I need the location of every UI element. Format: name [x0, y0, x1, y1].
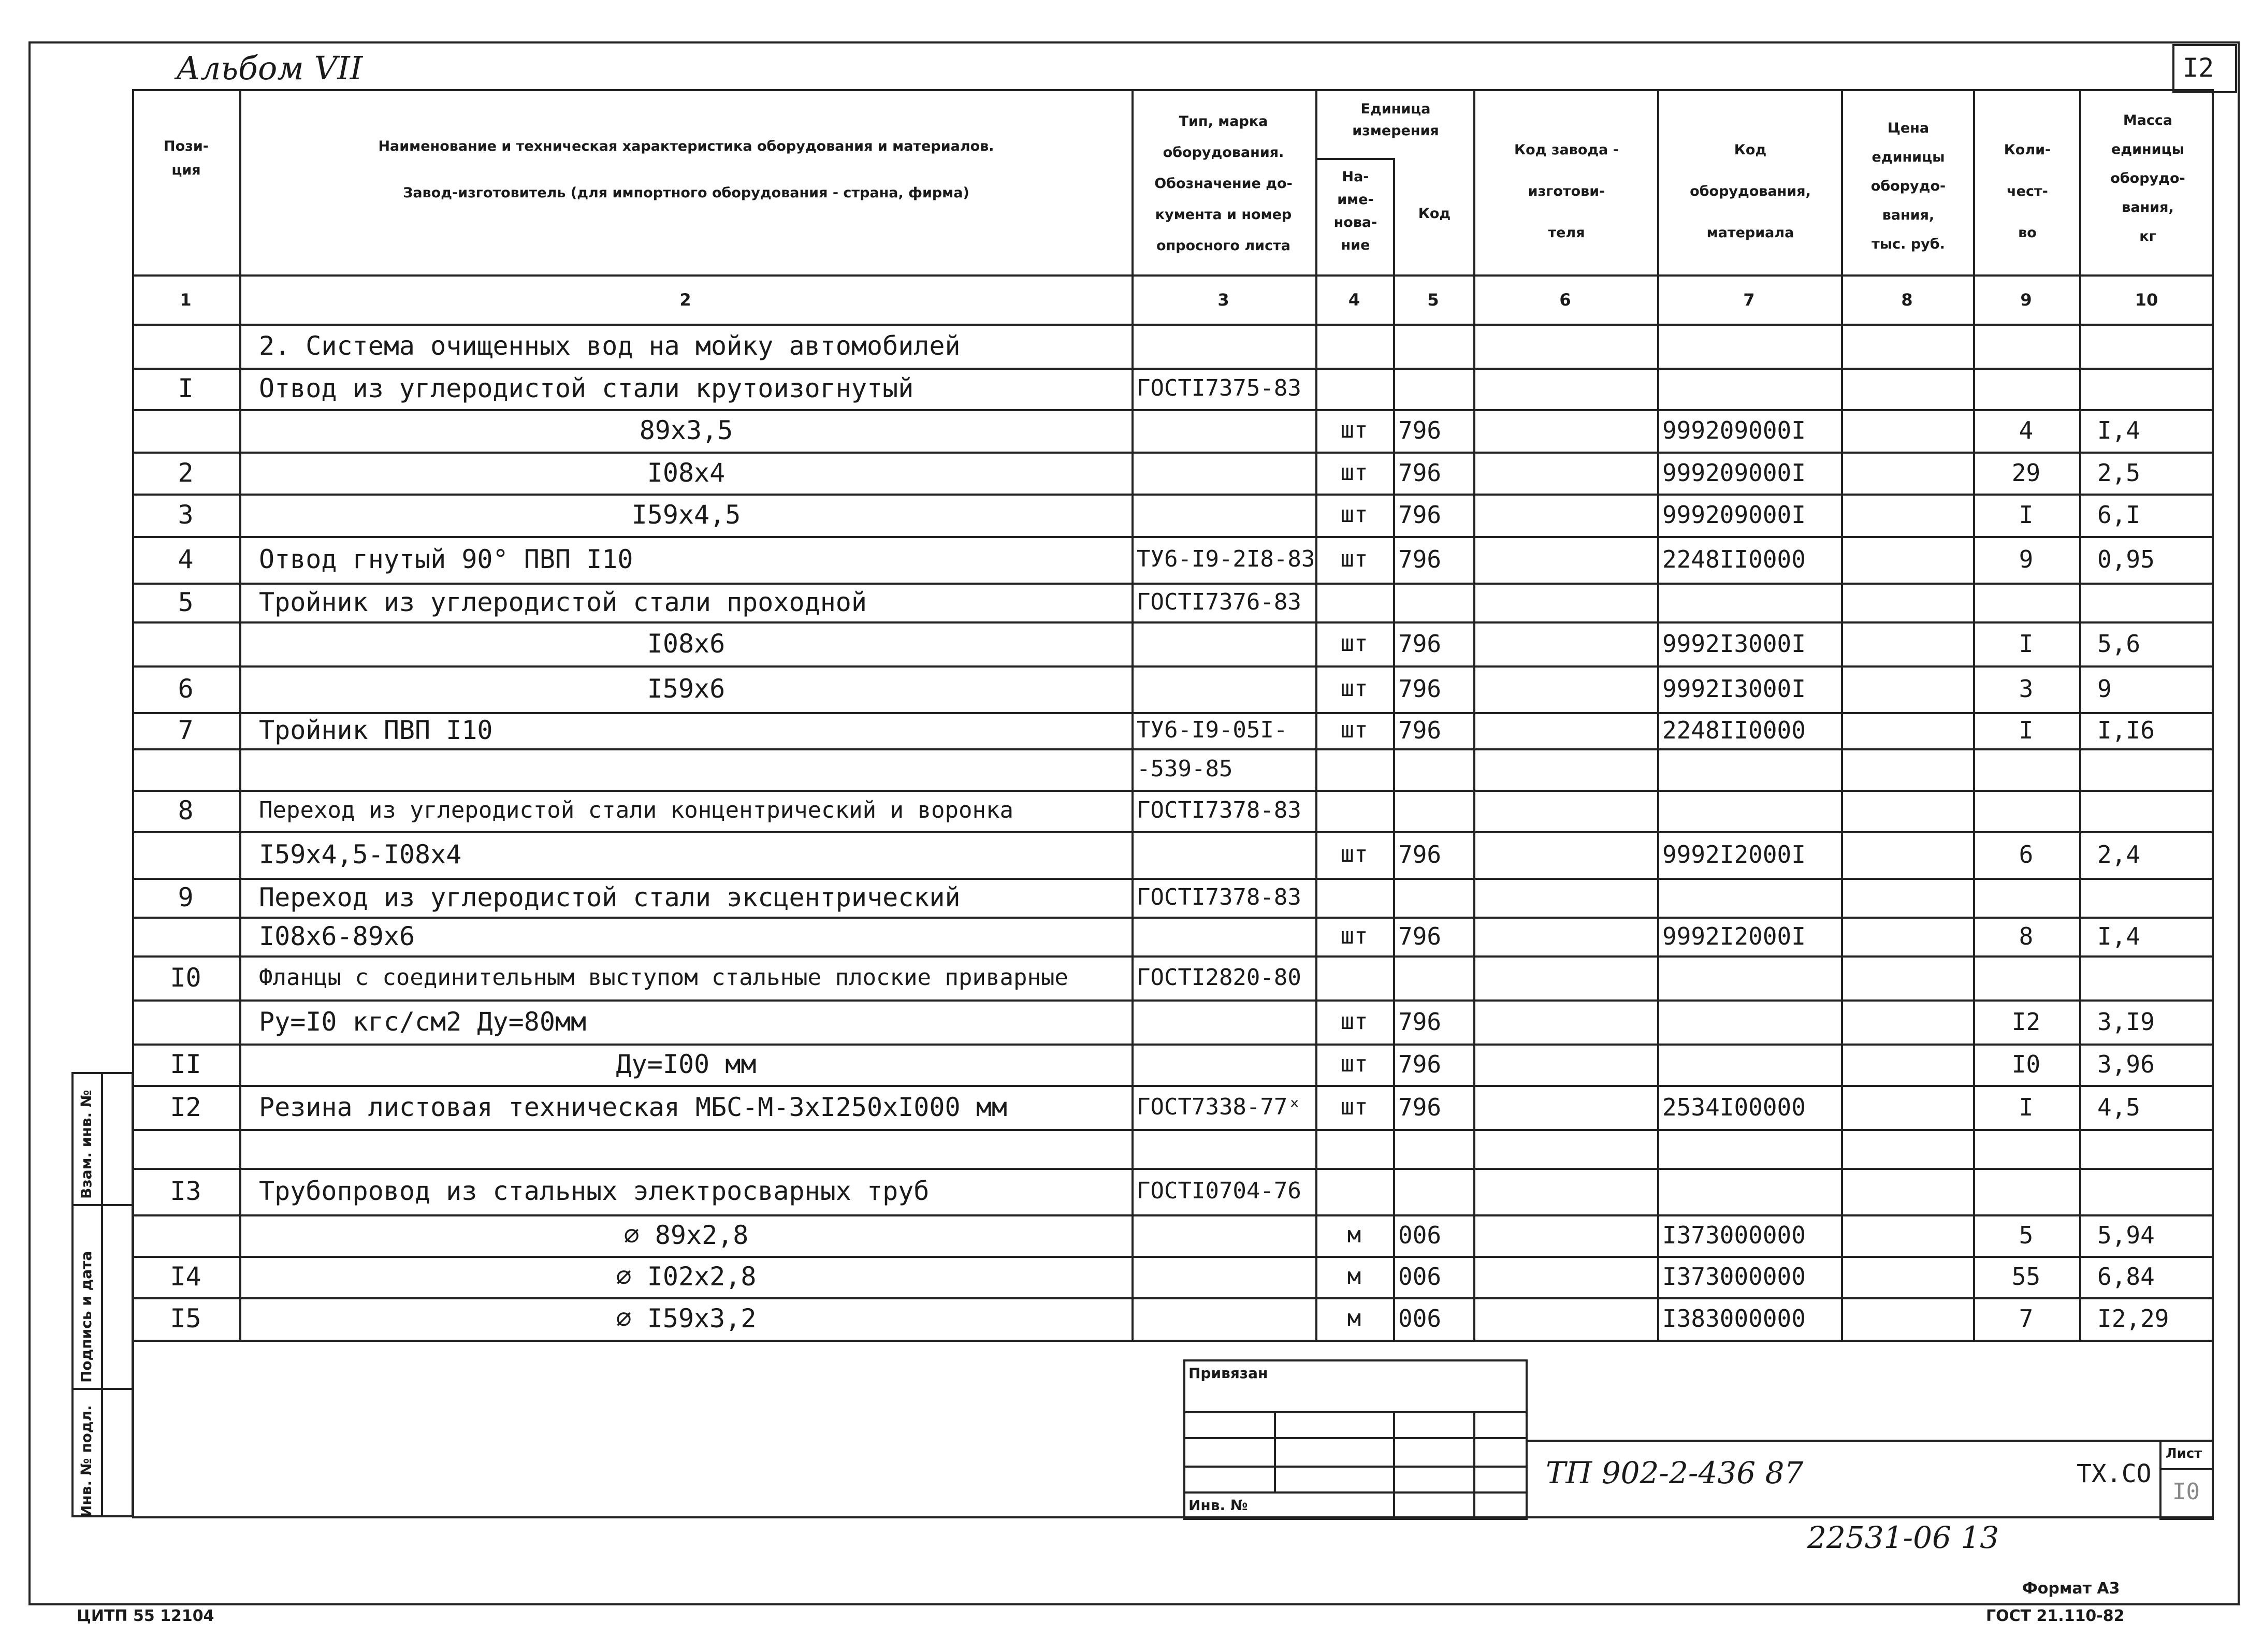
unit-code-cell: 006 [1398, 1305, 1442, 1332]
row-divider [132, 621, 2214, 624]
quantity-cell: 8 [2019, 922, 2034, 950]
name-cell: Отвод из углеродистой стали крутоизогнутый [259, 373, 914, 403]
col-number: 4 [1348, 290, 1360, 310]
col-number: 5 [1427, 290, 1439, 310]
position-cell: I3 [170, 1176, 201, 1206]
document-cell: ГОСТI0704-76 [1137, 1178, 1301, 1204]
row-divider [132, 452, 2214, 454]
quantity-cell: 9 [2019, 545, 2034, 573]
name-cell: ⌀ I02x2,8 [616, 1262, 757, 1292]
mass-cell: I,4 [2097, 416, 2141, 444]
mass-cell: 5,6 [2097, 629, 2141, 658]
name-cell: Переход из углеродистой стали эксцентрический [259, 882, 961, 912]
position-cell: 7 [178, 715, 194, 745]
document-cell: ГОСТI7378-83 [1137, 797, 1301, 823]
position-cell: 9 [178, 882, 194, 912]
unit-code-cell: 796 [1398, 841, 1442, 868]
row-divider [132, 409, 2214, 411]
header-unit-name: На- име- нова- ние [1333, 169, 1377, 253]
name-cell: I59x4,5 [631, 500, 741, 530]
unit-cell: м [1347, 1305, 1361, 1331]
name-cell: I08x6-89x6 [259, 921, 415, 951]
unit-code-cell: 796 [1398, 1007, 1442, 1036]
gost-label: ГОСТ 21.110-82 [1986, 1607, 2125, 1625]
position-cell: 5 [178, 587, 194, 617]
equipment-code-cell: 2534I00000 [1662, 1093, 1806, 1121]
name-cell: ⌀ 89x2,8 [623, 1220, 749, 1250]
unit-cell: шт [1340, 630, 1368, 657]
position-cell: I0 [170, 962, 201, 993]
mass-cell: 6,84 [2097, 1263, 2155, 1291]
format-label: Формат А3 [2022, 1579, 2120, 1598]
row-divider [132, 999, 2214, 1002]
quantity-cell: I [2019, 501, 2034, 529]
header-name-b: Завод-изготовитель (для импортного оборудования - страна, фирма) [403, 185, 969, 201]
stamp-privyazan-label: Привязан [1188, 1365, 1268, 1382]
row-divider [132, 748, 2214, 750]
header-quantity: Коли- чест- во [2004, 142, 2051, 241]
quantity-cell: I [2019, 1093, 2034, 1121]
equipment-code-cell: 9992I3000I [1662, 629, 1806, 658]
name-cell: I59x6 [647, 674, 726, 704]
header-unit-code: Код [1418, 206, 1451, 222]
quantity-cell: 5 [2019, 1221, 2034, 1249]
position-cell: 4 [178, 544, 194, 574]
position-cell: I2 [170, 1092, 201, 1122]
unit-cell: шт [1340, 717, 1368, 743]
row-divider [132, 1085, 2214, 1087]
name-cell: Резина листовая техническая МБС-М-3xI250xI000 мм [259, 1092, 1007, 1122]
unit-code-cell: 796 [1398, 1093, 1442, 1121]
tx-code: ТХ.СО [2077, 1459, 2152, 1488]
stamp-privyazan [1183, 1359, 1528, 1520]
stamp-inv-label: Инв. № [1188, 1497, 1248, 1514]
name-cell: 2. Система очищенных вод на мойку автомобилей [259, 330, 961, 361]
col-number: 1 [180, 290, 192, 310]
mass-cell: 3,I9 [2097, 1007, 2155, 1036]
position-cell: II [170, 1049, 201, 1079]
unit-code-cell: 796 [1398, 922, 1442, 950]
row-divider [132, 1214, 2214, 1216]
unit-cell: м [1347, 1222, 1361, 1248]
row-divider [132, 878, 2214, 880]
unit-cell: м [1347, 1263, 1361, 1289]
quantity-cell: 29 [2011, 458, 2041, 487]
header-unit: Единица измерения [1352, 101, 1439, 139]
unit-cell: шт [1340, 675, 1368, 702]
document-cell: ТУ6-I9-05I- [1137, 717, 1288, 743]
quantity-cell: I [2019, 716, 2034, 744]
album-title: Альбом VII [176, 49, 363, 87]
mass-cell: I,4 [2097, 922, 2141, 950]
header-equipment-code: Код оборудования, материала [1690, 142, 1811, 241]
unit-code-cell: 006 [1398, 1263, 1442, 1291]
row-divider [132, 1256, 2214, 1258]
header-position: Пози- ция [164, 138, 209, 178]
document-cell: ГОСТI7378-83 [1137, 883, 1301, 910]
unit-cell: шт [1340, 1051, 1368, 1077]
quantity-cell: I [2019, 629, 2034, 658]
quantity-cell: 7 [2019, 1305, 2034, 1332]
bottom-left-code: ЦИТП 55 12104 [77, 1607, 214, 1625]
document-cell: ТУ6-I9-2I8-83 [1137, 546, 1315, 572]
quantity-cell: I2 [2011, 1007, 2041, 1036]
position-cell: I [178, 373, 194, 403]
name-cell: Переход из углеродистой стали концентрический и воронка [259, 797, 1013, 823]
name-cell: Отвод гнутый 90° ПВП I10 [259, 544, 633, 574]
row-divider [132, 583, 2214, 585]
header-mass: Масса единицы оборудо- вания, кг [2110, 112, 2185, 244]
name-cell: Фланцы с соединительным выступом стальные плоские приварные [259, 964, 1068, 991]
name-cell: Трубопровод из стальных электросварных труб [259, 1176, 930, 1206]
document-cell: ГОСТI7376-83 [1137, 588, 1301, 615]
position-cell: 3 [178, 500, 194, 530]
unit-code-cell: 796 [1398, 416, 1442, 444]
mass-cell: 6,I [2097, 501, 2141, 529]
name-cell: 89x3,5 [639, 415, 733, 445]
mass-cell: 2,4 [2097, 841, 2141, 868]
col-number: 7 [1743, 290, 1755, 310]
equipment-code-cell: 999209000I [1662, 416, 1806, 444]
document-cell: ГОСТI7375-83 [1137, 375, 1301, 401]
unit-code-cell: 796 [1398, 545, 1442, 573]
row-divider [132, 368, 2214, 370]
row-divider [132, 712, 2214, 714]
unit-cell: шт [1340, 1008, 1368, 1035]
unit-code-cell: 796 [1398, 458, 1442, 487]
row-divider [132, 494, 2214, 496]
equipment-code-cell: 9992I3000I [1662, 675, 1806, 703]
name-cell: Тройник из углеродистой стали проходной [259, 587, 867, 617]
unit-cell: шт [1340, 501, 1368, 528]
header-price: Цена единицы оборудо- вания, тыс. руб. [1870, 120, 1946, 252]
row-divider [132, 831, 2214, 833]
unit-code-cell: 796 [1398, 629, 1442, 658]
col-number: 3 [1217, 290, 1229, 310]
mass-cell: I,I6 [2097, 716, 2155, 744]
equipment-code-cell: 9992I2000I [1662, 922, 1806, 950]
unit-code-cell: 796 [1398, 716, 1442, 744]
quantity-cell: 6 [2019, 841, 2034, 868]
name-cell: I08x4 [647, 457, 726, 488]
doc-code: ТП 902-2-436 87 [1546, 1455, 1804, 1490]
col-number: 10 [2135, 290, 2158, 310]
equipment-code-cell: 9992I2000I [1662, 841, 1806, 868]
unit-cell: шт [1340, 922, 1368, 949]
col-number: 6 [1559, 290, 1571, 310]
row-divider [132, 1044, 2214, 1046]
name-cell: Ду=I00 мм [616, 1049, 757, 1079]
mass-cell: I2,29 [2097, 1305, 2169, 1332]
header-name-a: Наименование и техническая характеристика оборудования и материалов. [378, 138, 994, 154]
side-label-vzam: Взам. инв. № [78, 1090, 95, 1199]
document-cell: -539-85 [1137, 756, 1233, 782]
position-cell: I4 [170, 1262, 201, 1292]
name-cell: I59x4,5-I08x4 [259, 839, 462, 870]
mass-cell: 9 [2097, 675, 2112, 703]
equipment-code-cell: 999209000I [1662, 458, 1806, 487]
unit-cell: шт [1340, 546, 1368, 572]
unit-cell: шт [1340, 459, 1368, 486]
unit-cell: шт [1340, 1093, 1368, 1120]
document-cell: ГОСТ7338-77ˣ [1137, 1093, 1301, 1120]
col-number: 9 [2020, 290, 2032, 310]
equipment-code-cell: I373000000 [1662, 1263, 1806, 1291]
sheet-label: Лист [2166, 1446, 2202, 1461]
row-divider [132, 536, 2214, 538]
header-factory-code: Код завода - изготови- теля [1514, 142, 1619, 241]
quantity-cell: I0 [2011, 1050, 2041, 1078]
row-divider [132, 790, 2214, 792]
unit-cell: шт [1340, 417, 1368, 443]
quantity-cell: 55 [2011, 1263, 2041, 1291]
equipment-code-cell: I383000000 [1662, 1305, 1806, 1332]
mass-cell: 0,95 [2097, 545, 2155, 573]
name-cell: I08x6 [647, 628, 726, 659]
quantity-cell: 3 [2019, 675, 2034, 703]
handwritten-number: 22531-06 13 [1807, 1520, 1999, 1555]
row-divider [132, 1168, 2214, 1170]
row-divider [132, 955, 2214, 958]
mass-cell: 4,5 [2097, 1093, 2141, 1121]
side-label-inv: Инв. № подл. [78, 1405, 95, 1517]
name-cell: Тройник ПВП I10 [259, 715, 493, 745]
unit-code-cell: 796 [1398, 675, 1442, 703]
side-label-sign: Подпись и дата [78, 1251, 95, 1383]
unit-code-cell: 796 [1398, 1050, 1442, 1078]
document-cell: ГОСТI2820-80 [1137, 964, 1301, 991]
position-cell: I5 [170, 1303, 201, 1334]
unit-code-cell: 006 [1398, 1221, 1442, 1249]
mass-cell: 3,96 [2097, 1050, 2155, 1078]
header-type: Тип, марка оборудования. Обозначение до- кумента и номер опросного листа [1154, 113, 1293, 254]
mass-cell: 5,94 [2097, 1221, 2155, 1249]
col-number: 8 [1901, 290, 1913, 310]
position-cell: 2 [178, 457, 194, 488]
equipment-code-cell: I373000000 [1662, 1221, 1806, 1249]
position-cell: 8 [178, 795, 194, 825]
name-cell: Ру=I0 кгс/см2 Ду=80мм [259, 1006, 587, 1037]
row-divider [132, 665, 2214, 668]
col-number: 2 [679, 290, 691, 310]
corner-page-number: I2 [2183, 53, 2214, 83]
equipment-code-cell: 2248II0000 [1662, 716, 1806, 744]
unit-code-cell: 796 [1398, 501, 1442, 529]
name-cell: ⌀ I59x3,2 [616, 1303, 757, 1334]
unit-cell: шт [1340, 841, 1368, 867]
equipment-code-cell: 999209000I [1662, 501, 1806, 529]
position-cell: 6 [178, 674, 194, 704]
row-divider [132, 1297, 2214, 1299]
quantity-cell: 4 [2019, 416, 2034, 444]
mass-cell: 2,5 [2097, 458, 2141, 487]
sheet-number: I0 [2172, 1479, 2200, 1505]
row-divider [132, 1129, 2214, 1131]
equipment-code-cell: 2248II0000 [1662, 545, 1806, 573]
row-divider [132, 917, 2214, 919]
